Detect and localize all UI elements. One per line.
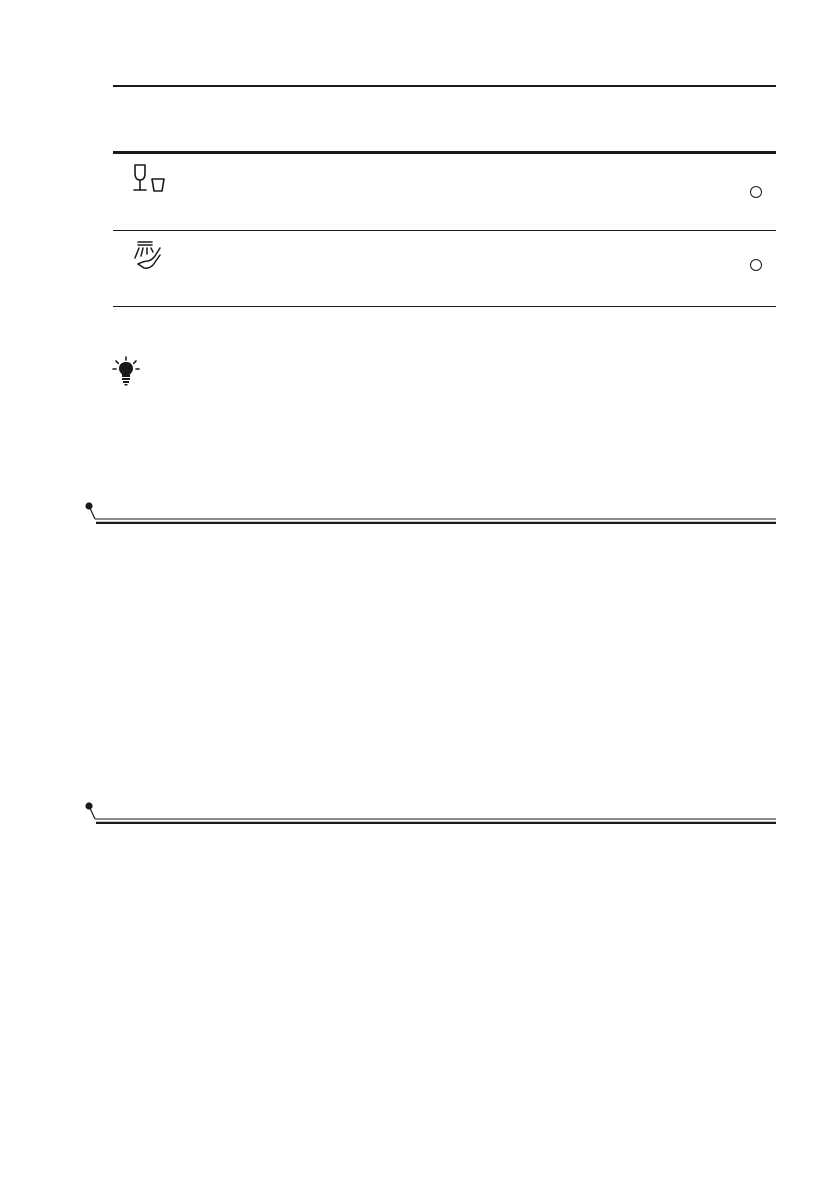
table-row [113,154,776,230]
spray-hand-rinse-icon [130,239,166,271]
row-option-radio[interactable] [750,259,762,271]
section-heading-rule [83,800,776,824]
light-bulb-icon [111,355,141,387]
wine-glass-and-tumbler-icon [132,163,168,195]
table-top-rule [113,85,776,87]
row-option-radio[interactable] [750,186,762,198]
table-row [113,231,776,307]
table-bottom-rule [113,306,776,307]
section-heading-rule [83,500,776,524]
